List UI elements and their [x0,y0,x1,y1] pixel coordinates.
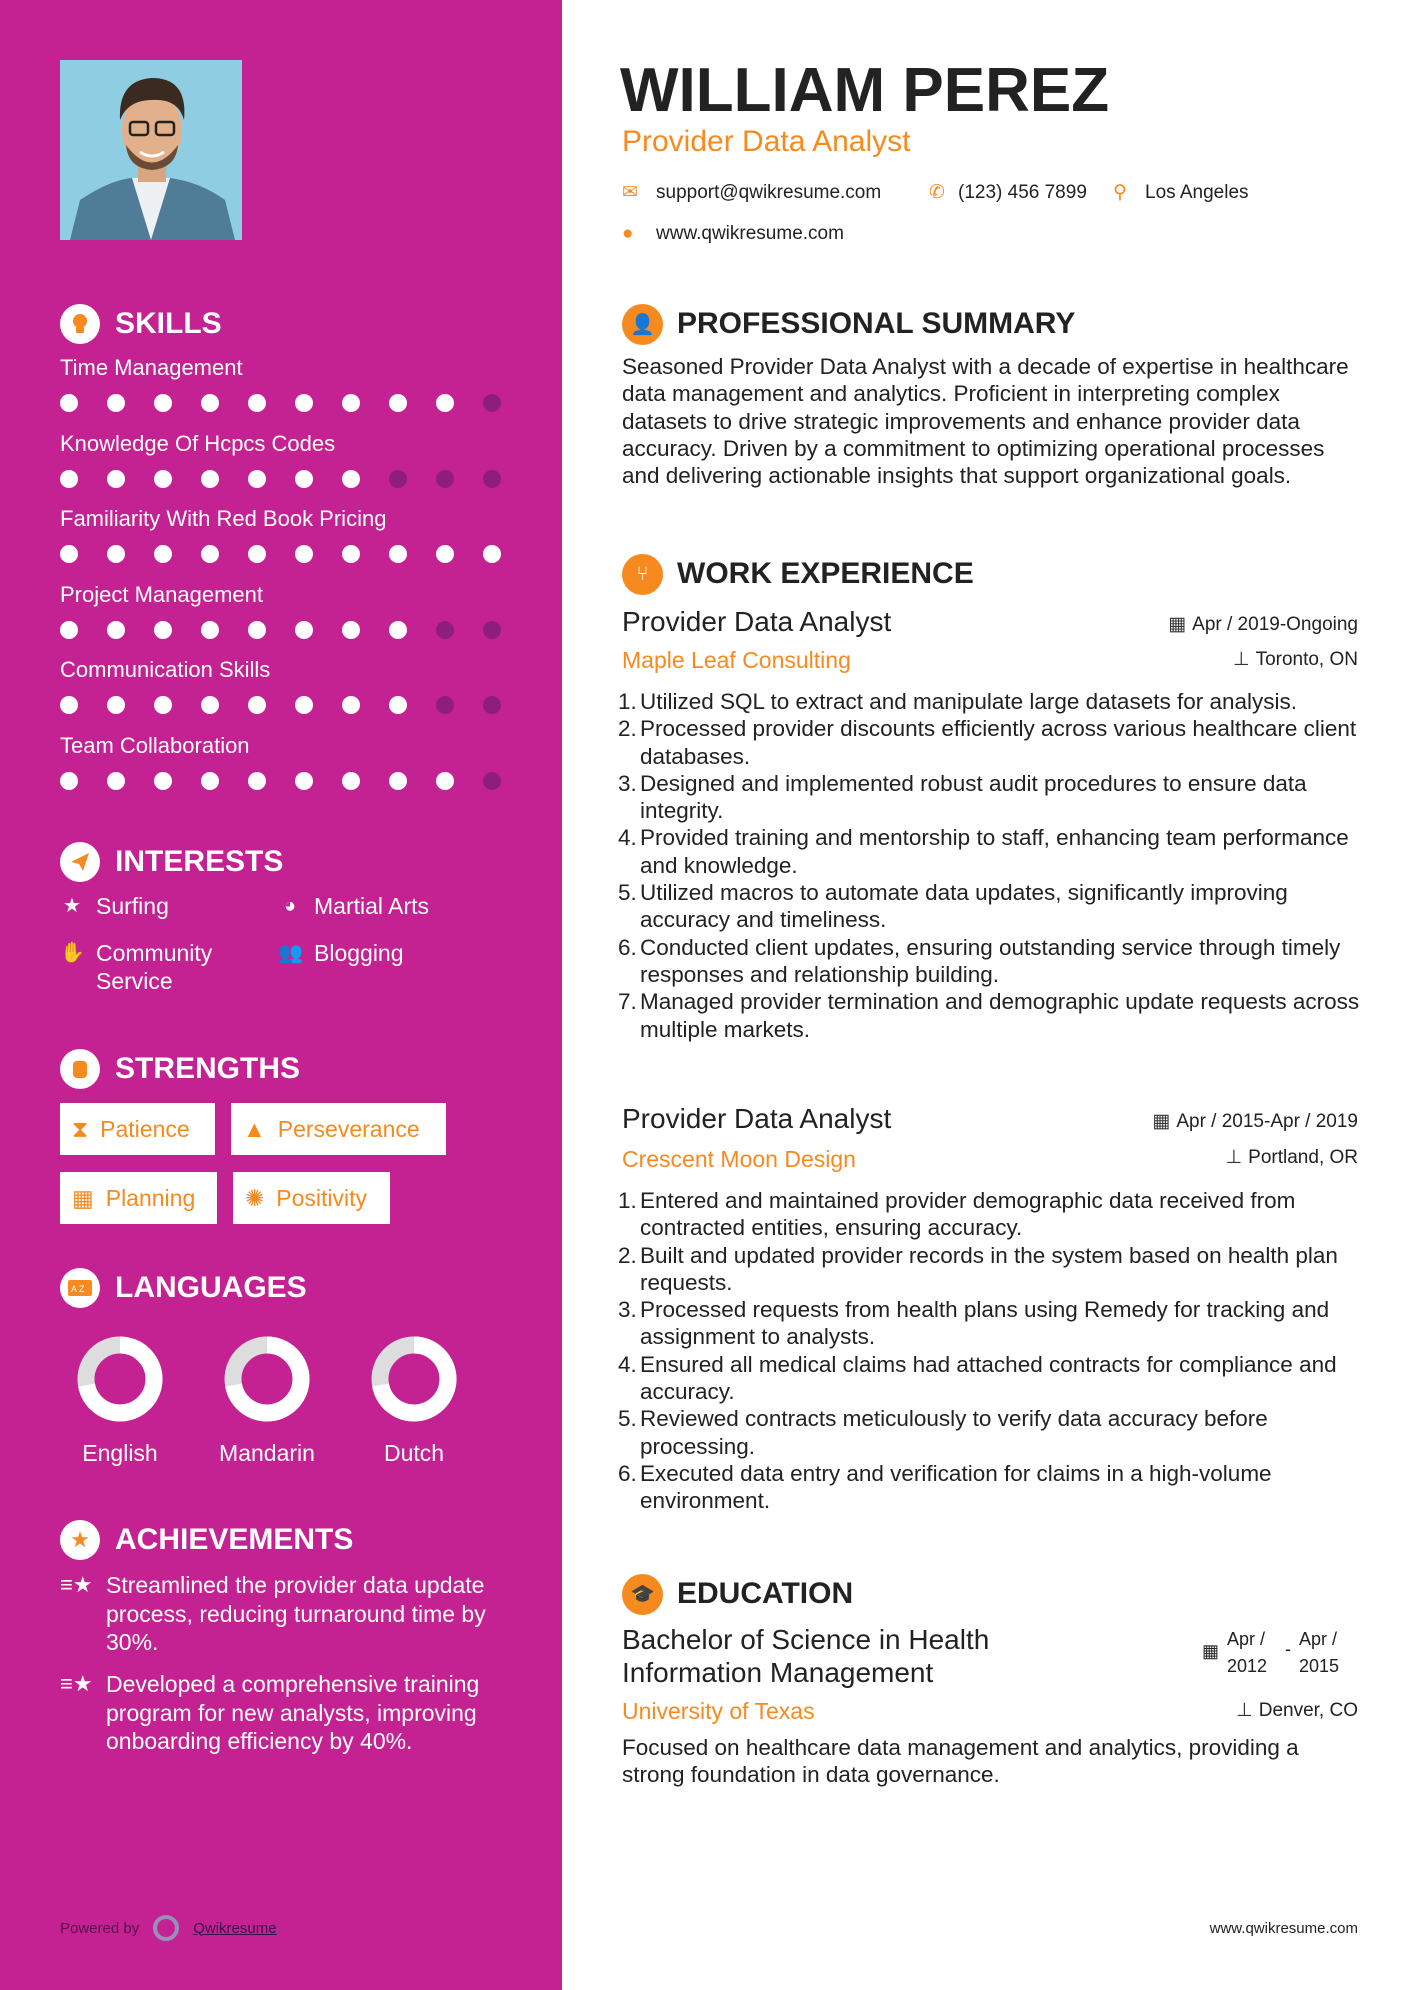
rating-dot [107,696,125,714]
rating-dot [60,772,78,790]
rating-dot [60,394,78,412]
rating-dot [342,772,360,790]
rating-dot [154,621,172,639]
job-title: Provider Data Analyst [622,1103,892,1134]
job-bullet: Built and updated provider records in the system based on health plan requests. [640,1242,1338,1295]
rating-dot [389,394,407,412]
rating-dot [483,394,501,412]
rating-dot [483,772,501,790]
rating-dot [201,772,219,790]
qwikresume-link[interactable]: Qwikresume [193,1919,277,1937]
sun-icon: ✺ [245,1184,265,1211]
company-name: Crescent Moon Design [622,1146,856,1172]
rating-dot [389,621,407,639]
star-icon: ★ [63,895,81,917]
rating-dot [107,394,125,412]
rating-dot [295,772,313,790]
rating-dot [107,545,125,563]
job-bullet: Executed data entry and verification for claims in a high-volume environment. [640,1460,1272,1514]
rating-dot [248,470,266,488]
rating-dot [342,621,360,639]
education-location: ⊥ Denver, CO [1236,1700,1358,1721]
candidate-title: Provider Data Analyst [622,125,911,158]
rating-dot [154,470,172,488]
translate-icon [60,1268,100,1308]
office-chair-icon: ⑂ [622,554,663,595]
graduation-cap-icon: 🎓 [622,1574,663,1615]
job-bullet: Utilized SQL to extract and manipulate large datasets for analysis. [640,689,1298,714]
job-bullets [640,688,1360,1043]
rating-dot [483,696,501,714]
calendar-icon: ▦ [72,1184,94,1211]
qwikresume-logo-icon [153,1915,179,1941]
rating-dot [60,545,78,563]
skill-rating [60,772,501,790]
job-bullet: Processed provider discounts efficiently across various healthcare client databases. [640,716,1357,769]
job-bullet: Utilized macros to automate data updates, significantly improving accuracy and timeliness. [640,880,1288,933]
rating-dot [201,394,219,412]
pushpin-icon: ⊥ [1233,649,1250,670]
rating-dot [389,696,407,714]
profile-photo [60,60,242,240]
job-bullet: Provided training and mentorship to staff, enhancing team performance and knowledge. [640,825,1349,878]
rating-dot [436,545,454,563]
star-burst-icon: ★ [60,1520,100,1560]
strengths-heading: STRENGTHS [60,1047,300,1091]
phone-icon: ✆ [929,182,945,203]
skill-rating [60,470,501,488]
calendar-icon: ▦ [1152,1111,1171,1132]
rating-dot [436,394,454,412]
job-location: ⊥ Portland, OR [1225,1147,1358,1168]
rating-dot [248,772,266,790]
rating-dot [201,621,219,639]
strength-badge: ▦ Planning [60,1172,217,1224]
rating-dot [389,772,407,790]
rating-dot [248,621,266,639]
rating-dot [107,470,125,488]
rating-dot [107,621,125,639]
job-bullet: Managed provider termination and demographic update requests across multiple markets. [640,989,1360,1042]
education-dates: ▦ Apr / 2012 - Apr / 2015 [1202,1626,1349,1680]
languages-heading: A Z LANGUAGES [60,1266,307,1310]
skills-heading: SKILLS [60,302,222,346]
summary-text: Seasoned Provider Data Analyst with a decade of expertise in healthcare data management and analytics. Proficient in interpreting complex datasets to drive strategic improvements and enhance provider data accuracy. Driven by a commitment to optimizing operational processes and delivering actionable insights that support organizational goals. [622,354,1349,489]
skill-rating [60,394,501,412]
summary-heading: 👤 PROFESSIONAL SUMMARY [622,301,1075,347]
interest-item: ★ Surfing [60,892,169,920]
language-donut [77,1336,163,1427]
skill-rating [60,621,501,639]
skill-name: Time Management [60,355,243,380]
job-bullet: Entered and maintained provider demographic data received from contracted entities, ensuring accuracy. [640,1188,1296,1241]
hand-icon: ✋ [60,942,85,964]
paper-plane-icon [60,842,100,882]
rating-dot [295,394,313,412]
shooting-star-icon: ≡★ [60,1671,93,1696]
skill-name: Communication Skills [60,657,271,682]
rating-dot [295,545,313,563]
interest-item: 👥 Blogging [278,940,404,966]
rating-dot [389,470,407,488]
achievement-item: ≡★ Developed a comprehensive training program for new analysts, improving onboarding efficiency by 40%. [60,1671,480,1754]
rating-dot [201,545,219,563]
language-name: Mandarin [219,1440,315,1466]
rating-dot [436,470,454,488]
job-bullets [640,1187,1360,1515]
language-name: Dutch [383,1440,445,1466]
interests-heading: INTERESTS [60,840,283,884]
contact-row [622,181,1249,205]
degree: Bachelor of Science in Health Information Management [622,1624,990,1688]
language-donut [371,1336,457,1427]
powered-by: Powered by Qwikresume [60,1915,277,1941]
achievement-item: ≡★ Streamlined the provider data update process, reducing turnaround time by 30%. [60,1572,486,1655]
rating-dot [60,696,78,714]
lightbulb-icon [60,304,100,344]
rating-dot [154,394,172,412]
rating-dot [60,470,78,488]
school-name: University of Texas [622,1698,815,1724]
rating-dot [201,696,219,714]
rating-dot [154,696,172,714]
job-bullet: Reviewed contracts meticulously to verify data accuracy before processing. [640,1406,1268,1459]
candidate-name: WILLIAM PEREZ [620,56,1110,125]
rating-dot [248,545,266,563]
footer-website-link[interactable]: www.qwikresume.com [1209,1920,1358,1937]
education-heading: 🎓 EDUCATION [622,1571,853,1617]
education-description: Focused on healthcare data management and analytics, providing a strong foundation in data governance. [622,1735,1299,1788]
company-name: Maple Leaf Consulting [622,647,851,673]
website-link[interactable]: www.qwikresume.com [656,223,844,244]
rating-dot [436,621,454,639]
job-bullet: Designed and implemented robust audit procedures to ensure data integrity. [640,770,1307,824]
rating-dot [436,772,454,790]
svg-text:A Z: A Z [71,1284,85,1294]
website-row [622,222,844,246]
strength-badge: ⧗ Patience [60,1103,215,1155]
language-name: English [82,1440,158,1466]
job-bullet: Ensured all medical claims had attached contracts for compliance and accuracy. [640,1351,1337,1405]
job-location: ⊥ Toronto, ON [1233,649,1358,670]
pushpin-icon: ⊥ [1236,1700,1253,1721]
phone-number: (123) 456 7899 [958,182,1087,203]
rating-dot [295,696,313,714]
skill-name: Familiarity With Red Book Pricing [60,506,387,531]
strength-badge: ▲ Perseverance [231,1103,446,1155]
skill-rating [60,696,501,714]
strength-badge: ✺ Positivity [233,1172,390,1224]
interest-item: ✋ Community Service [60,940,213,994]
rating-dot [342,545,360,563]
rating-dot [107,772,125,790]
globe-icon: ◕ [283,895,297,917]
rating-dot [342,394,360,412]
rating-dot [436,696,454,714]
rating-dot [154,772,172,790]
hourglass-icon: ⧗ [72,1115,89,1142]
map-pin-icon: ⚲ [1113,182,1127,203]
road-icon: ▲ [243,1115,266,1142]
interest-item: ◕ Martial Arts [278,892,429,920]
job-bullet: Conducted client updates, ensuring outstanding service through timely responses and relationship building. [640,934,1341,987]
calendar-icon: ▦ [1168,614,1187,635]
job-bullet: Processed requests from health plans using Remedy for tracking and assignment to analysts. [640,1297,1330,1350]
rating-dot [483,470,501,488]
user-icon: 👤 [622,304,663,345]
rating-dot [483,545,501,563]
job-dates: ▦ Apr / 2019-Ongoing [1168,614,1358,635]
users-icon: 👥 [278,942,303,964]
rating-dot [389,545,407,563]
location: Los Angeles [1145,182,1249,203]
globe-icon: ● [622,223,634,244]
rating-dot [342,470,360,488]
job-title: Provider Data Analyst [622,606,892,637]
shooting-star-icon: ≡★ [60,1572,93,1597]
rating-dot [295,470,313,488]
rating-dot [483,621,501,639]
skill-rating [60,545,501,563]
pushpin-icon: ⊥ [1225,1147,1243,1168]
email-link[interactable]: support@qwikresume.com [656,182,882,203]
language-donut [224,1336,310,1427]
skill-name: Project Management [60,581,263,607]
calendar-icon: ▦ [1202,1641,1220,1661]
rating-dot [201,470,219,488]
skill-name: Knowledge Of Hcpcs Codes [60,430,336,456]
job-dates: ▦ Apr / 2015-Apr / 2019 [1152,1111,1358,1132]
skill-name: Team Collaboration [60,732,250,758]
fist-icon [60,1049,100,1089]
rating-dot [248,394,266,412]
rating-dot [154,545,172,563]
rating-dot [248,696,266,714]
rating-dot [60,621,78,639]
rating-dot [295,621,313,639]
achievements-heading: ★ ACHIEVEMENTS [60,1518,353,1562]
work-heading: ⑂ WORK EXPERIENCE [622,551,974,597]
rating-dot [342,696,360,714]
envelope-icon: ✉ [622,182,638,203]
